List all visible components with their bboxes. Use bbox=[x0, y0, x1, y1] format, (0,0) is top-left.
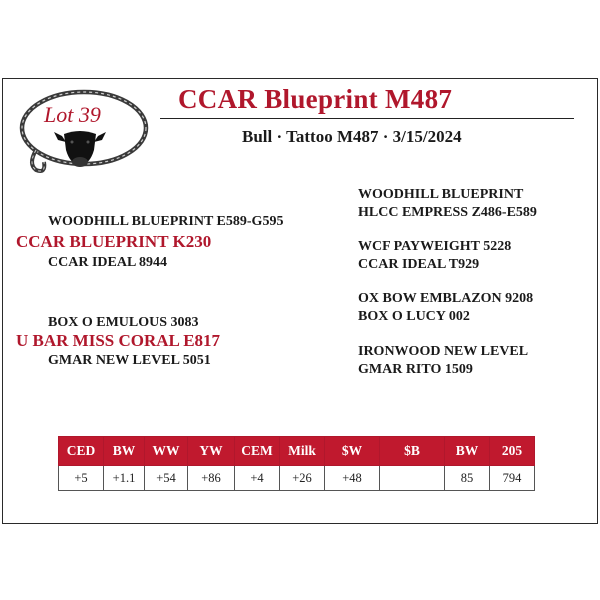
epd-header-ced: CED bbox=[59, 437, 104, 466]
epd-value-ced: +5 bbox=[59, 466, 104, 491]
epd-value-yw: +86 bbox=[188, 466, 235, 491]
ss-dam: HLCC EMPRESS Z486-E589 bbox=[358, 205, 537, 220]
epd-header-dollar-b: $B bbox=[380, 437, 445, 466]
epd-value-actual-bw: 85 bbox=[445, 466, 490, 491]
dd-dam: GMAR RITO 1509 bbox=[358, 362, 473, 377]
epd-header-yw: YW bbox=[188, 437, 235, 466]
epd-header-205: 205 bbox=[490, 437, 535, 466]
epd-value-dollar-w: +48 bbox=[325, 466, 380, 491]
epd-value-milk: +26 bbox=[280, 466, 325, 491]
epd-header-bw: BW bbox=[104, 437, 145, 466]
dam: U BAR MISS CORAL E817 bbox=[16, 331, 221, 350]
sire-dam: CCAR IDEAL 8944 bbox=[48, 255, 168, 270]
epd-value-bw: +1.1 bbox=[104, 466, 145, 491]
lot-label: Lot 39 bbox=[44, 102, 101, 127]
epd-header-cem: CEM bbox=[235, 437, 280, 466]
title-divider bbox=[160, 118, 574, 119]
epd-header-actual-bw: BW bbox=[445, 437, 490, 466]
epd-header-dollar-w: $W bbox=[325, 437, 380, 466]
epd-value-ww: +54 bbox=[145, 466, 188, 491]
dd-sire: IRONWOOD NEW LEVEL bbox=[358, 344, 529, 359]
epd-value-row bbox=[59, 466, 535, 491]
epd-value-cem: +4 bbox=[235, 466, 280, 491]
epd-value-dollar-b bbox=[380, 466, 445, 491]
epd-header-row bbox=[59, 437, 535, 466]
sire: CCAR BLUEPRINT K230 bbox=[16, 232, 212, 251]
sd-sire: WCF PAYWEIGHT 5228 bbox=[358, 239, 512, 254]
sire-sire: WOODHILL BLUEPRINT E589-G595 bbox=[48, 214, 284, 229]
ds-sire: OX BOW EMBLAZON 9208 bbox=[358, 291, 534, 306]
epd-header-milk: Milk bbox=[280, 437, 325, 466]
ds-dam: BOX O LUCY 002 bbox=[358, 309, 470, 324]
dam-dam: GMAR NEW LEVEL 5051 bbox=[48, 353, 211, 368]
epd-header-ww: WW bbox=[145, 437, 188, 466]
lot-logo bbox=[14, 84, 154, 180]
page-title: CCAR Blueprint M487 bbox=[178, 84, 453, 114]
epd-table bbox=[58, 436, 535, 491]
epd-value-205: 794 bbox=[490, 466, 535, 491]
sd-dam: CCAR IDEAL T929 bbox=[358, 257, 480, 272]
animal-subtitle: Bull · Tattoo M487 · 3/15/2024 bbox=[242, 127, 462, 146]
ss-sire: WOODHILL BLUEPRINT bbox=[358, 187, 524, 202]
dam-sire: BOX O EMULOUS 3083 bbox=[48, 315, 199, 330]
